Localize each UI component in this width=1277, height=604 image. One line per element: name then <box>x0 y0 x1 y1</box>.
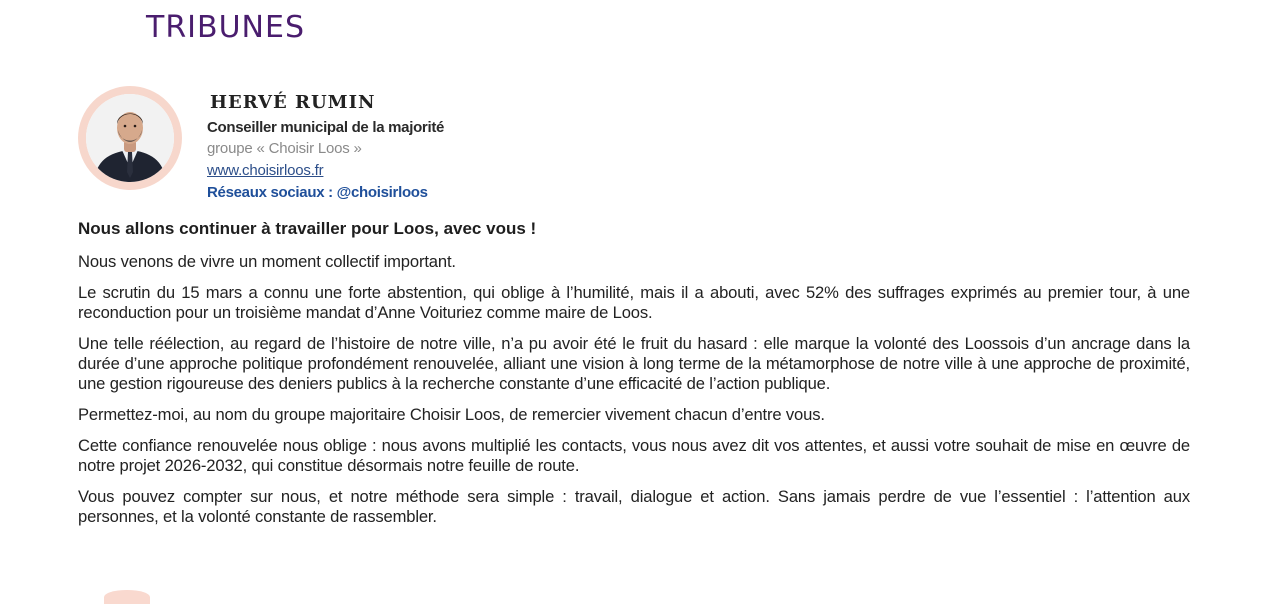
author-role: Conseiller municipal de la majorité <box>207 119 445 136</box>
author-photo <box>86 94 174 182</box>
social-handle: Réseaux sociaux : @choisirloos <box>207 184 428 201</box>
article-paragraph: Une telle réélection, au regard de l’histoire de notre ville, n’a pu avoir été le fruit du hasard : elle marque la volonté des Loossois d’un ancrage dans la durée d’une approche politique profondément renouvelée, alliant une vision à long terme de la métamorphose de notre ville à une approche de proximité, une gestion rigoureuse des deniers publics à la recherche constante d’une efficacité de l’action publique. <box>78 334 1190 393</box>
article-paragraph: Permettez-moi, au nom du groupe majoritaire Choisir Loos, de remercier vivement chacun d’entre vous. <box>78 405 825 424</box>
article-paragraph: Nous venons de vivre un moment collectif important. <box>78 252 456 271</box>
article-headline: Nous allons continuer à travailler pour Loos, avec vous ! <box>78 219 537 238</box>
article-paragraph: Le scrutin du 15 mars a connu une forte abstention, qui oblige à l’humilité, mais il a abouti, avec 52% des suffrages exprimés au premier tour, à une reconduction pour un troisième mandat d’Anne Voituriez comme maire de Loos. <box>78 283 1190 322</box>
portrait-image <box>86 94 174 182</box>
next-author-avatar <box>104 590 150 604</box>
author-group: groupe « Choisir Loos » <box>207 140 362 157</box>
article-paragraph: Vous pouvez compter sur nous, et notre méthode sera simple : travail, dialogue et action. Sans jamais perdre de vue l’essentiel : l’attention aux personnes, et la volonté constante de rassembler. <box>78 487 1190 526</box>
website-link[interactable]: www.choisirloos.fr <box>207 162 324 179</box>
article-paragraph: Cette confiance renouvelée nous oblige : nous avons multiplié les contacts, vous nous avez dit vos attentes, et aussi votre souhait de mise en œuvre de notre projet 2026-2032, qui constitue désormais notre feuille de route. <box>78 436 1190 475</box>
author-avatar <box>78 86 182 190</box>
section-title: TRIBUNES <box>146 10 305 45</box>
author-name: HERVÉ RUMIN <box>210 92 376 113</box>
article-body <box>78 217 1190 538</box>
author-block <box>207 92 444 203</box>
